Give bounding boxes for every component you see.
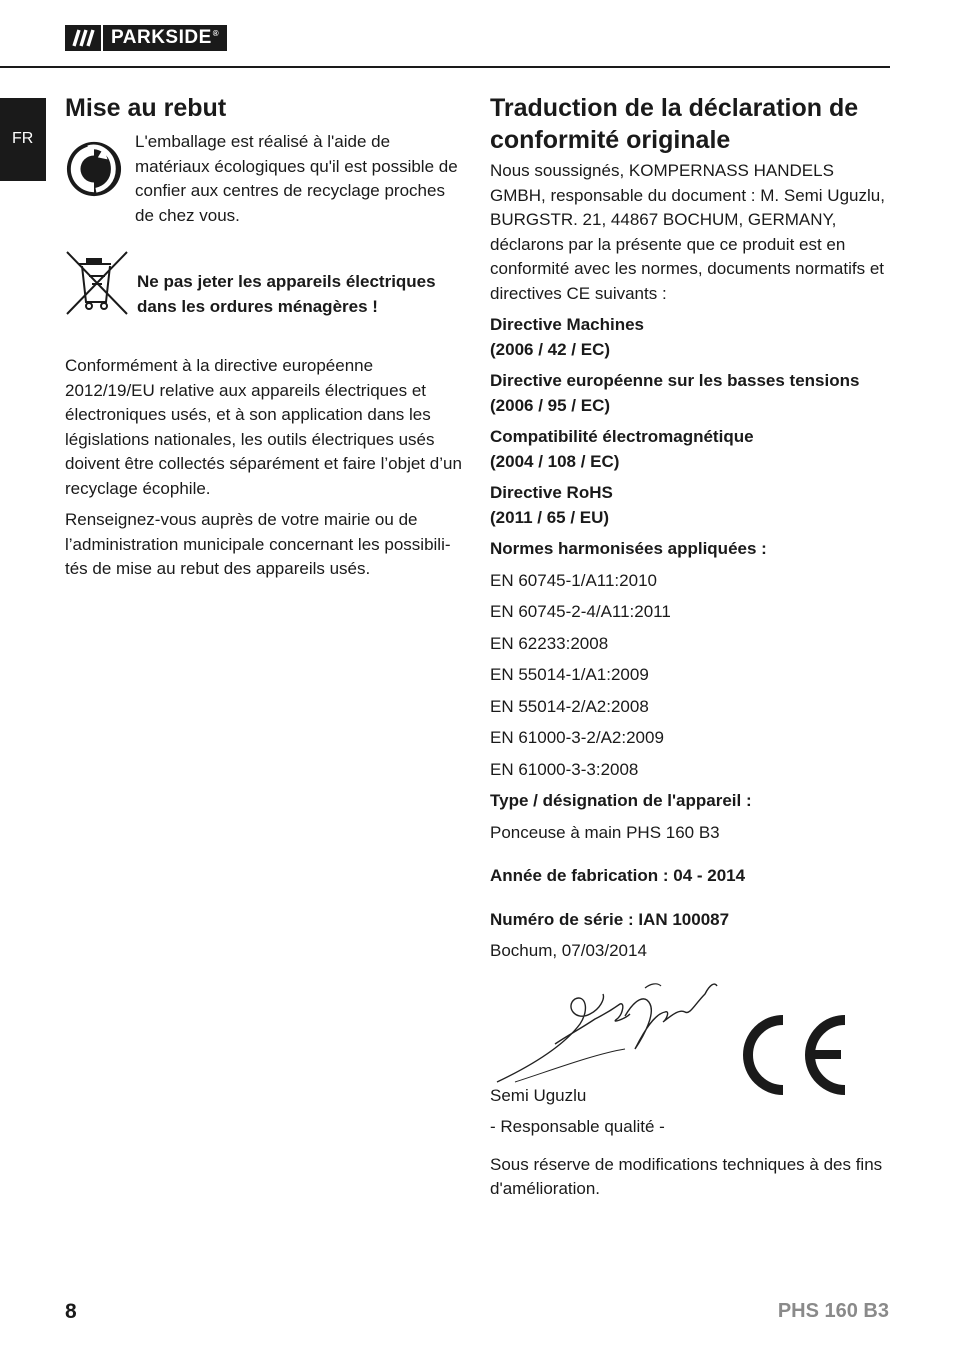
crossed-bin-icon <box>65 250 129 316</box>
disposal-title: Mise au rebut <box>65 94 227 122</box>
declaration-section <box>490 92 890 1202</box>
type-heading: Type / désignation de l'appareil : <box>490 791 752 810</box>
type-value: Ponceuse à main PHS 160 B3 <box>490 822 720 842</box>
directive-item: Compatibilité électromagnétique (2004 / 108 / EC) <box>490 427 754 471</box>
standard-item: EN 55014-2/A2:2008 <box>490 696 649 716</box>
standard-item: EN 61000-3-2/A2:2009 <box>490 728 664 747</box>
packaging-notice <box>65 130 465 230</box>
standard-item: EN 55014-1/A1:2009 <box>490 665 649 684</box>
signer-name: Semi Uguzlu <box>490 1085 587 1105</box>
directive-paragraph: Conformément à la directive européenne 2012/19/EU relative aux appareils électriques et électroniques usés, et à son application dans les législations nationales, les outils électriques usés doivent être collectés séparément et faire l’objet d’un recyclage écophile. <box>65 356 462 498</box>
directive-list <box>490 313 890 530</box>
directive-item: Directive européenne sur les basses tensions (2006 / 95 / EC) <box>490 371 860 415</box>
packaging-text: L'emballage est réalisé à l'aide de matériaux écologiques qu'il est possible de confier aux centres de recyclage proches de chez vous. <box>135 132 458 225</box>
standard-item: EN 60745-2-4/A11:2011 <box>490 602 671 621</box>
signature-area <box>490 964 890 1084</box>
signature-image <box>495 974 720 1084</box>
serial-number: Numéro de série : IAN 100087 <box>490 909 730 929</box>
declaration-title: Traduction de la déclaration de conformité originale <box>490 94 859 154</box>
standard-item: EN 62233:2008 <box>490 633 609 653</box>
disclaimer: Sous réserve de modifications techniques à des fins d'amélioration. <box>490 1154 883 1198</box>
declaration-intro: Nous soussignés, KOMPERNASS HANDELS GMBH, responsable du document : M. Semi Uguzlu, BURGSTR. 21, 44867 BOCHUM, GERMANY, déclarons par la présente que ce produit est en conformité avec les normes, documents normatifs et directives CE suivants : <box>490 161 885 303</box>
directive-item: Directive Machines (2006 / 42 / EC) <box>490 315 645 359</box>
manufacture-year: Année de fabrication : 04 - 2014 <box>490 866 746 885</box>
signer-role: - Responsable qualité - <box>490 1117 665 1136</box>
weee-warning: Ne pas jeter les appareils électriques dans les ordures ménagères ! <box>137 272 436 316</box>
page-number: 8 <box>65 1300 77 1323</box>
standard-item: EN 61000-3-3:2008 <box>490 759 639 779</box>
logo-wordmark: PARKSIDE ® <box>103 25 227 51</box>
weee-notice <box>65 250 465 340</box>
footer-model: PHS 160 B3 <box>777 1300 889 1322</box>
disposal-section <box>65 92 465 582</box>
header-rule <box>0 66 890 68</box>
ce-mark-icon <box>735 1014 850 1096</box>
standard-item: EN 60745-1/A11:2010 <box>490 570 657 590</box>
directive-item: Directive RoHS (2011 / 65 / EU) <box>490 483 613 527</box>
green-dot-recycle-icon <box>65 140 123 198</box>
place-date: Bochum, 07/03/2014 <box>490 941 647 960</box>
info-paragraph: Renseignez-vous auprès de votre mairie ou de l’administration municipale concernant les possibili-tés de mise au rebut des appareils usés. <box>65 510 451 578</box>
logo-slashes-icon <box>65 25 101 51</box>
brand-logo <box>65 25 227 51</box>
standards-list <box>490 569 890 783</box>
language-tab: FR <box>0 98 46 181</box>
standards-heading: Normes harmonisées appliquées : <box>490 539 767 558</box>
